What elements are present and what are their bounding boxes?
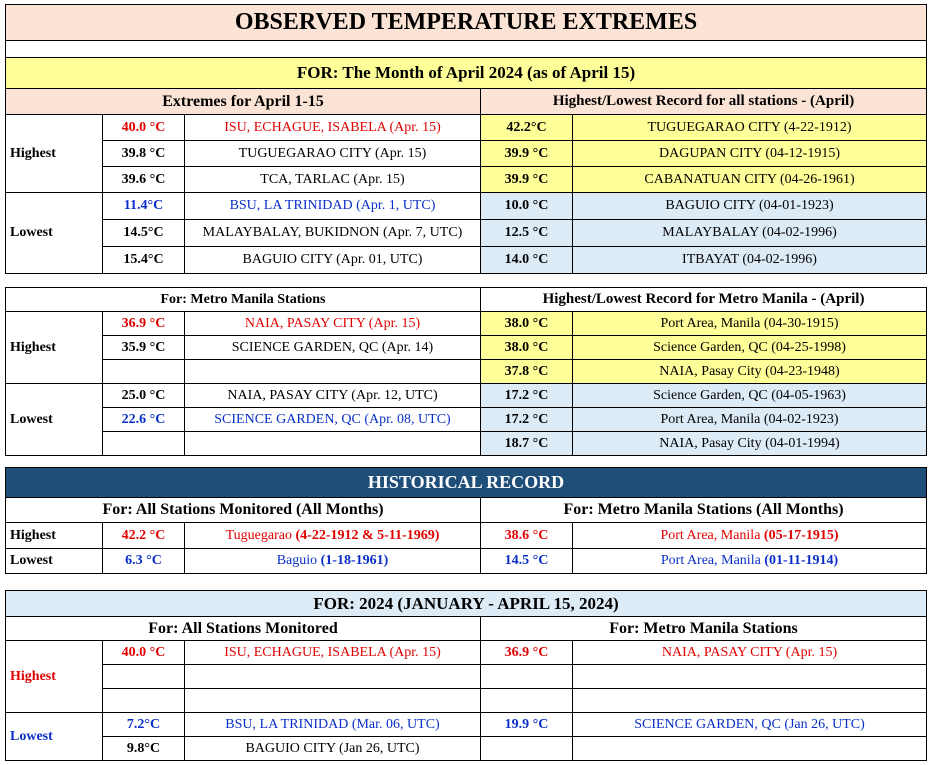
record-station: Port Area, Manila (04-02-1923) <box>573 408 927 432</box>
historical-lowest-label: Lowest <box>6 549 103 574</box>
station-text: Baguio <box>276 553 318 568</box>
mm-temp-value <box>481 665 573 689</box>
record-station: ITBAYAT (04-02-1996) <box>573 247 927 274</box>
year-2024-highest-row <box>6 641 927 665</box>
station-name <box>185 432 481 456</box>
station-name: NAIA, PASAY CITY (Apr. 15) <box>185 312 481 336</box>
station-name <box>185 665 481 689</box>
station-text: Port Area, Manila <box>660 553 761 568</box>
april-highest-row <box>6 167 927 193</box>
temp-value <box>103 689 185 713</box>
temp-value: 15.4°C <box>103 247 185 274</box>
mm-station-name: NAIA, PASAY CITY (Apr. 15) <box>573 641 927 665</box>
april-lowest-row <box>6 193 927 220</box>
station-text: Port Area, Manila <box>660 527 761 543</box>
temp-value: 7.2°C <box>103 713 185 737</box>
april-lowest-row <box>6 220 927 247</box>
record-date: (1-18-1961) <box>320 553 389 568</box>
year-2024-highest-label: Highest <box>6 641 103 713</box>
year-2024-highest-row <box>6 689 927 713</box>
record-temp: 17.2 °C <box>481 408 573 432</box>
record-station: Science Garden, QC (04-05-1963) <box>573 384 927 408</box>
page-title: OBSERVED TEMPERATURE EXTREMES <box>6 5 927 41</box>
record-station: CABANATUAN CITY (04-26-1961) <box>573 167 927 193</box>
record-temp: 18.7 °C <box>481 432 573 456</box>
mm-temp-value: 36.9 °C <box>481 641 573 665</box>
april-section <box>5 4 926 274</box>
year-2024-metro-header: For: Metro Manila Stations <box>481 617 927 641</box>
april-lowest-label: Lowest <box>6 193 103 274</box>
station-name: TCA, TARLAC (Apr. 15) <box>185 167 481 193</box>
station-name: BAGUIO CITY (Jan 26, UTC) <box>185 737 481 761</box>
record-temp: 39.9 °C <box>481 141 573 167</box>
station-name: SCIENCE GARDEN, QC (Apr. 14) <box>185 336 481 360</box>
record-temp: 38.0 °C <box>481 336 573 360</box>
temp-value: 35.9 °C <box>103 336 185 360</box>
temp-value: 6.3 °C <box>103 549 185 574</box>
record-station: Science Garden, QC (04-25-1998) <box>573 336 927 360</box>
mm-temp-value: 14.5 °C <box>481 549 573 574</box>
mm-station-name <box>573 737 927 761</box>
mm-station-name <box>573 523 927 549</box>
year-2024-lowest-row <box>6 737 927 761</box>
station-name <box>185 689 481 713</box>
record-temp: 17.2 °C <box>481 384 573 408</box>
station-name: TUGUEGARAO CITY (Apr. 15) <box>185 141 481 167</box>
station-name <box>185 360 481 384</box>
historical-all-header: For: All Stations Monitored (All Months) <box>6 498 481 523</box>
mm-temp-value: 38.6 °C <box>481 523 573 549</box>
year-2024-title: FOR: 2024 (JANUARY - APRIL 15, 2024) <box>6 591 927 617</box>
temp-value: 14.5°C <box>103 220 185 247</box>
historical-highest-label: Highest <box>6 523 103 549</box>
record-station: BAGUIO CITY (04-01-1923) <box>573 193 927 220</box>
metro-section <box>5 287 926 456</box>
april-highest-label: Highest <box>6 115 103 193</box>
metro-lowest-row <box>6 384 927 408</box>
metro-lowest-row <box>6 432 927 456</box>
metro-table <box>5 287 927 456</box>
record-temp: 42.2°C <box>481 115 573 141</box>
april-highest-row <box>6 141 927 167</box>
temp-value: 39.6 °C <box>103 167 185 193</box>
record-temp: 14.0 °C <box>481 247 573 274</box>
metro-header: For: Metro Manila Stations <box>6 288 481 312</box>
station-name <box>185 523 481 549</box>
station-name: BAGUIO CITY (Apr. 01, UTC) <box>185 247 481 274</box>
temp-value: 22.6 °C <box>103 408 185 432</box>
mm-temp-value: 19.9 °C <box>481 713 573 737</box>
record-temp: 37.8 °C <box>481 360 573 384</box>
temp-value: 42.2 °C <box>103 523 185 549</box>
historical-lowest-row <box>6 549 927 574</box>
station-name: NAIA, PASAY CITY (Apr. 12, UTC) <box>185 384 481 408</box>
temp-value: 40.0 °C <box>103 115 185 141</box>
year-2024-section <box>5 590 926 761</box>
spacer-row <box>6 41 927 58</box>
metro-lowest-row <box>6 408 927 432</box>
temp-value: 36.9 °C <box>103 312 185 336</box>
metro-lowest-label: Lowest <box>6 384 103 456</box>
mm-station-name <box>573 689 927 713</box>
temp-value: 9.8°C <box>103 737 185 761</box>
historical-highest-row <box>6 523 927 549</box>
historical-table <box>5 467 927 574</box>
station-name: SCIENCE GARDEN, QC (Apr. 08, UTC) <box>185 408 481 432</box>
station-name: ISU, ECHAGUE, ISABELA (Apr. 15) <box>185 641 481 665</box>
record-station: NAIA, Pasay City (04-01-1994) <box>573 432 927 456</box>
mm-station-name: SCIENCE GARDEN, QC (Jan 26, UTC) <box>573 713 927 737</box>
april-extremes-header: Extremes for April 1-15 <box>6 89 481 115</box>
record-temp: 10.0 °C <box>481 193 573 220</box>
metro-highest-row <box>6 312 927 336</box>
temp-value: 40.0 °C <box>103 641 185 665</box>
april-records-header: Highest/Lowest Record for all stations - (April) <box>481 89 927 115</box>
temp-value: 11.4°C <box>103 193 185 220</box>
station-name <box>185 549 481 574</box>
temp-value: 25.0 °C <box>103 384 185 408</box>
year-2024-lowest-row <box>6 713 927 737</box>
metro-highest-row <box>6 336 927 360</box>
year-2024-highest-row <box>6 665 927 689</box>
april-table <box>5 4 927 274</box>
mm-station-name <box>573 549 927 574</box>
station-text: Tuguegarao <box>225 527 292 543</box>
year-2024-table <box>5 590 927 761</box>
year-2024-lowest-label: Lowest <box>6 713 103 761</box>
temp-value <box>103 432 185 456</box>
temp-value <box>103 665 185 689</box>
record-date: (01-11-1914) <box>764 553 839 568</box>
metro-highest-row <box>6 360 927 384</box>
record-station: DAGUPAN CITY (04-12-1915) <box>573 141 927 167</box>
metro-highest-label: Highest <box>6 312 103 384</box>
record-date: (05-17-1915) <box>763 527 839 543</box>
record-station: NAIA, Pasay City (04-23-1948) <box>573 360 927 384</box>
record-date: (4-22-1912 & 5-11-1969) <box>295 527 440 543</box>
historical-section <box>5 467 926 574</box>
station-name: MALAYBALAY, BUKIDNON (Apr. 7, UTC) <box>185 220 481 247</box>
temp-value: 39.8 °C <box>103 141 185 167</box>
year-2024-all-header: For: All Stations Monitored <box>6 617 481 641</box>
record-station: MALAYBALAY (04-02-1996) <box>573 220 927 247</box>
record-temp: 38.0 °C <box>481 312 573 336</box>
station-name: ISU, ECHAGUE, ISABELA (Apr. 15) <box>185 115 481 141</box>
record-temp: 39.9 °C <box>481 167 573 193</box>
mm-station-name <box>573 665 927 689</box>
april-lowest-row <box>6 247 927 274</box>
historical-title: HISTORICAL RECORD <box>6 468 927 498</box>
april-highest-row <box>6 115 927 141</box>
mm-temp-value <box>481 737 573 761</box>
historical-metro-header: For: Metro Manila Stations (All Months) <box>481 498 927 523</box>
temp-value <box>103 360 185 384</box>
metro-records-header: Highest/Lowest Record for Metro Manila - (April) <box>481 288 927 312</box>
station-name: BSU, LA TRINIDAD (Apr. 1, UTC) <box>185 193 481 220</box>
record-temp: 12.5 °C <box>481 220 573 247</box>
station-name: BSU, LA TRINIDAD (Mar. 06, UTC) <box>185 713 481 737</box>
record-station: Port Area, Manila (04-30-1915) <box>573 312 927 336</box>
record-station: TUGUEGARAO CITY (4-22-1912) <box>573 115 927 141</box>
period-heading: FOR: The Month of April 2024 (as of April 15) <box>6 58 927 89</box>
mm-temp-value <box>481 689 573 713</box>
